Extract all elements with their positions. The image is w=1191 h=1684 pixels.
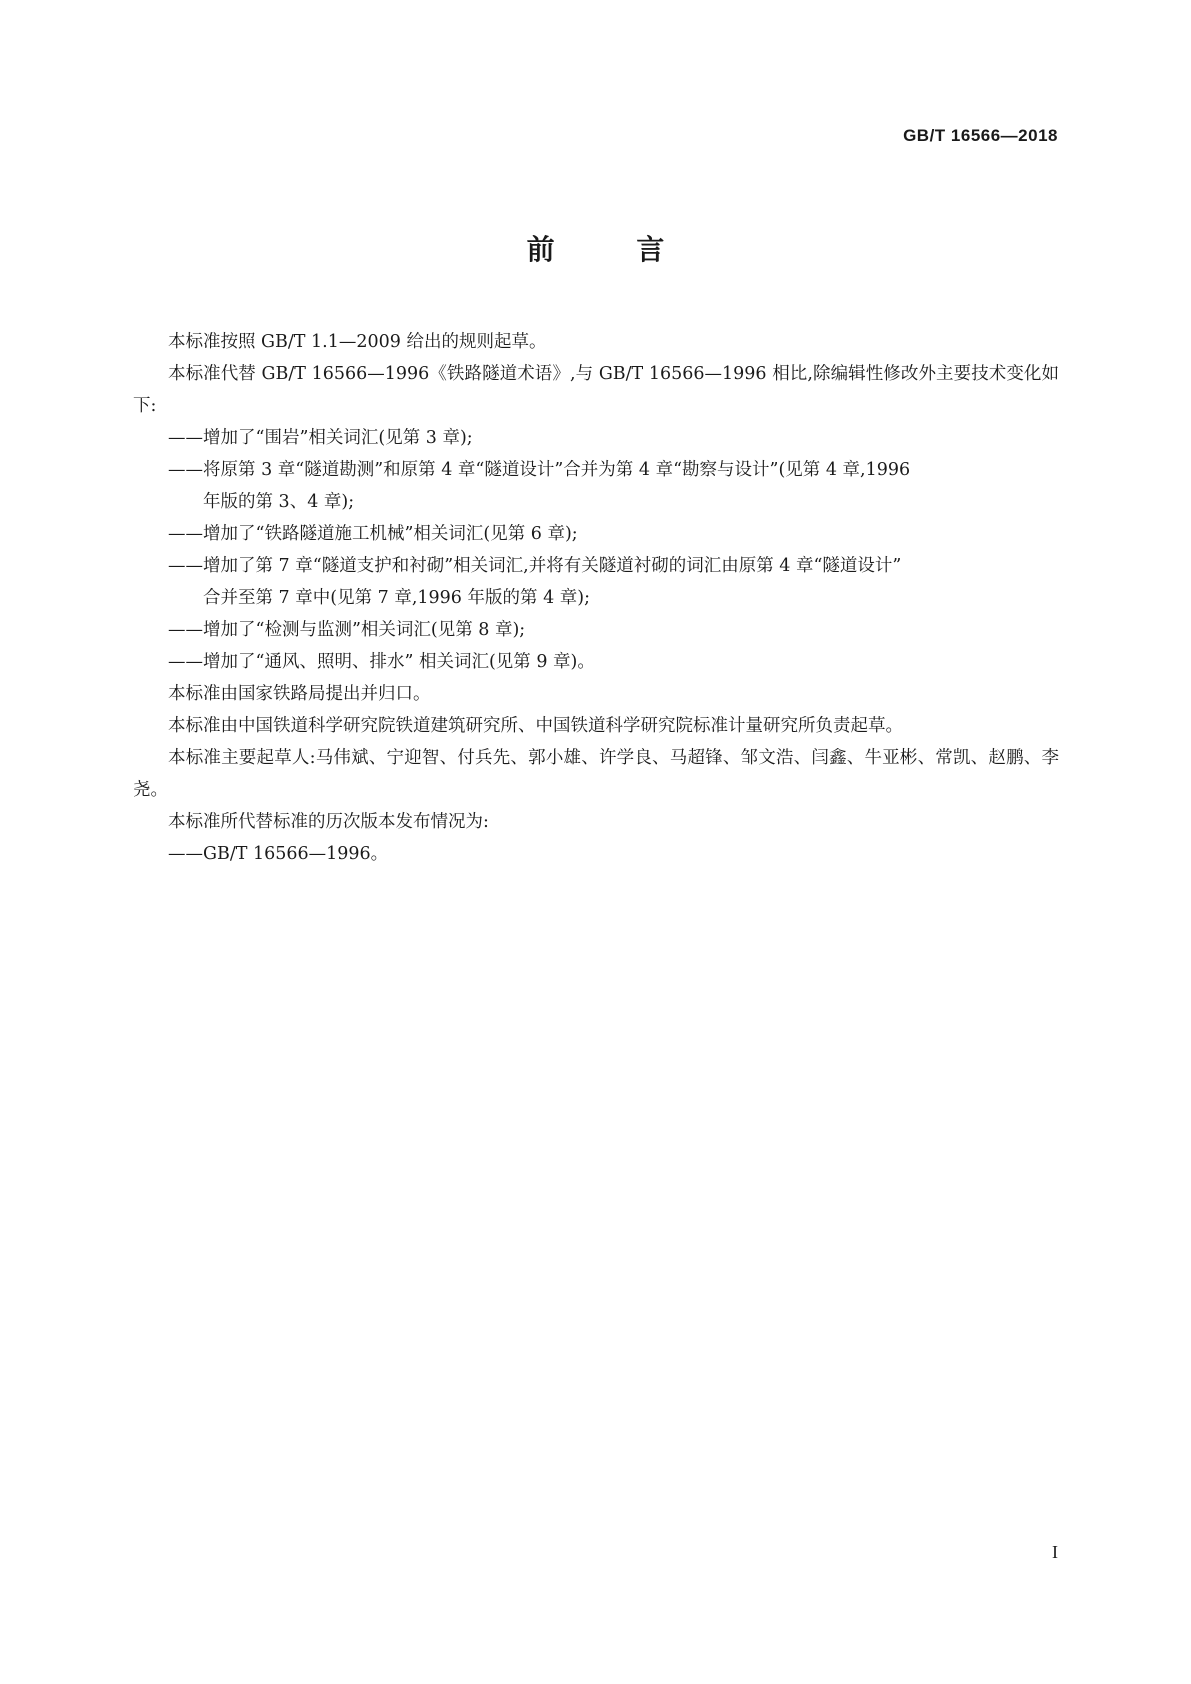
dash-marker: —— [168, 460, 203, 480]
page-number: I [1052, 1542, 1058, 1562]
list-item-continuation: 合并至第 7 章中(见第 7 章,1996 年版的第 4 章); [203, 588, 590, 608]
dash-marker: —— [168, 652, 203, 672]
list-item-text: 将原第 3 章“隧道勘测”和原第 4 章“隧道设计”合并为第 4 章“勘察与设计”(见第 4 章,1996 [203, 460, 911, 480]
list-item [133, 422, 1059, 454]
list-item-text: 增加了“检测与监测”相关词汇(见第 8 章); [203, 620, 526, 640]
list-item [133, 646, 1059, 678]
list-item [133, 838, 1059, 870]
paragraph-proposer: 本标准由国家铁路局提出并归口。 [168, 684, 431, 704]
list-item [133, 518, 1059, 550]
list-item-text: 增加了“铁路隧道施工机械”相关词汇(见第 6 章); [203, 524, 578, 544]
paragraph-drafting-units: 本标准由中国铁道科学研究院铁道建筑研究所、中国铁道科学研究院标准计量研究所负责起草。 [168, 716, 903, 736]
dash-marker: —— [168, 620, 203, 640]
list-item-text: 增加了第 7 章“隧道支护和衬砌”相关词汇,并将有关隧道衬砌的词汇由原第 4 章“隧道设计” [203, 556, 902, 576]
dash-marker: —— [168, 844, 203, 864]
paragraph-replacement: 本标准代替 GB/T 16566—1996《铁路隧道术语》,与 GB/T 16566—1996 相比,除编辑性修改外主要技术变化如下: [133, 364, 1059, 416]
page-title: 前 言 [526, 233, 701, 266]
paragraph-drafting-rules: 本标准按照 GB/T 1.1—2009 给出的规则起草。 [168, 332, 547, 352]
paragraph-drafters: 本标准主要起草人:马伟斌、宁迎智、付兵先、郭小雄、许学良、马超锋、邹文浩、闫鑫、牛亚彬、常凯、赵鹏、李尧。 [133, 748, 1059, 800]
standard-code-header: GB/T 16566—2018 [903, 126, 1058, 145]
list-item [133, 614, 1059, 646]
list-item [133, 454, 1059, 486]
list-item-text: GB/T 16566—1996。 [203, 844, 389, 864]
list-item-text: 增加了“围岩”相关词汇(见第 3 章); [203, 428, 473, 448]
paragraph-history: 本标准所代替标准的历次版本发布情况为: [168, 812, 489, 832]
dash-marker: —— [168, 428, 203, 448]
list-item-continuation: 年版的第 3、4 章); [203, 492, 355, 512]
document-body [133, 326, 1059, 870]
list-item-text: 增加了“通风、照明、排水” 相关词汇(见第 9 章)。 [203, 652, 595, 672]
change-list [133, 422, 1059, 678]
dash-marker: —— [168, 524, 203, 544]
dash-marker: —— [168, 556, 203, 576]
list-item [133, 550, 1059, 582]
